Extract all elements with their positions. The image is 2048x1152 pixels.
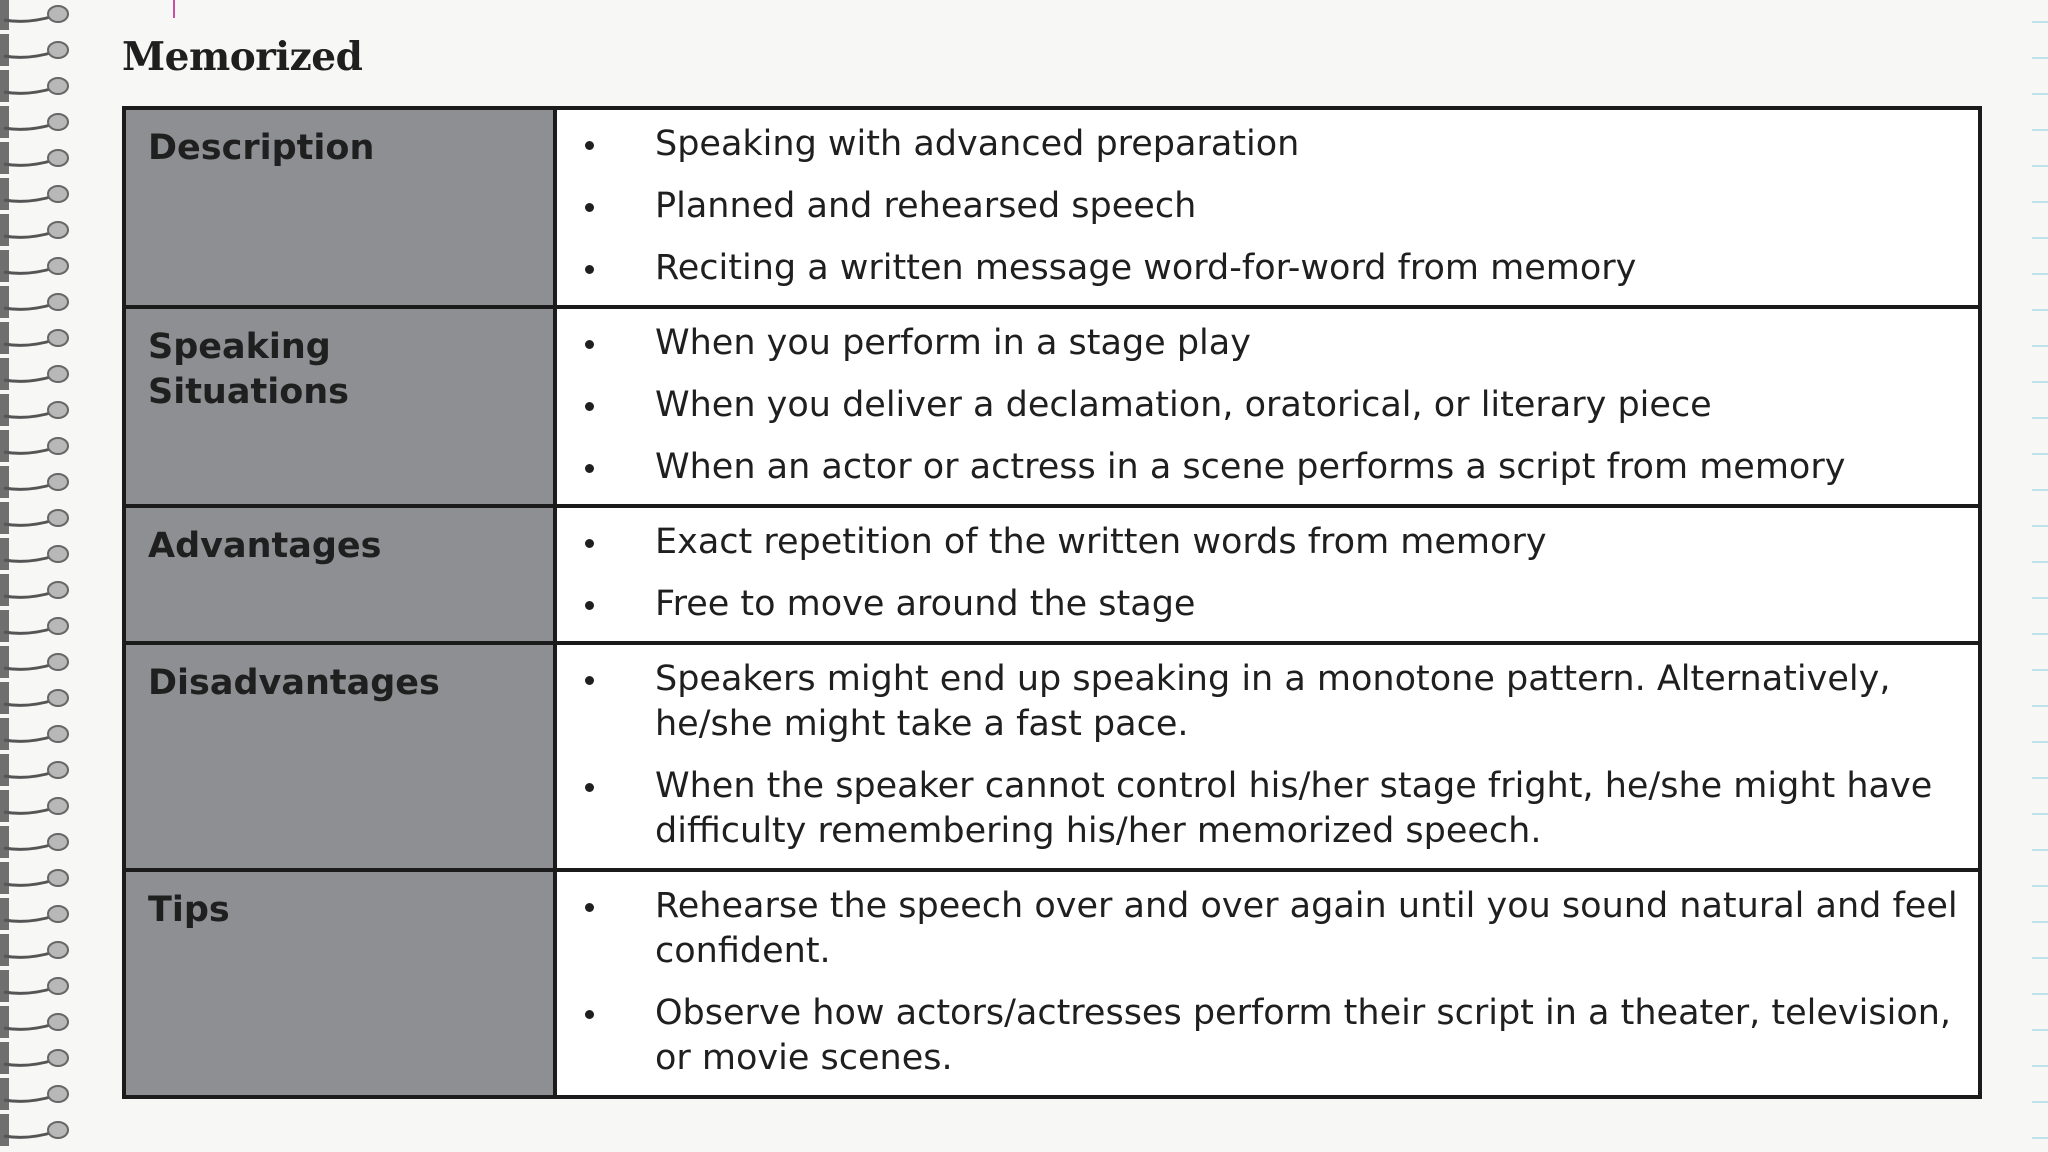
spiral-ring-icon [0, 106, 80, 140]
spiral-ring-icon [0, 646, 80, 680]
list-item [577, 520, 1958, 565]
bullet-list [577, 884, 1958, 1081]
list-item-text: Exact repetition of the written words from memory [655, 522, 1547, 562]
spiral-ring-icon [0, 466, 80, 500]
row-heading: Description [124, 108, 555, 307]
row-heading: Advantages [124, 506, 555, 643]
spiral-ring-icon [0, 898, 80, 932]
bullet-list [577, 321, 1958, 490]
bullet-list [577, 122, 1958, 291]
spiral-ring-icon [0, 1114, 80, 1148]
spiral-ring-icon [0, 322, 80, 356]
margin-line [173, 0, 175, 18]
spiral-ring-icon [0, 358, 80, 392]
spiral-ring-icon [0, 502, 80, 536]
page-title: Memorized [122, 34, 363, 80]
list-item [577, 764, 1958, 854]
list-item [577, 122, 1958, 167]
spiral-ring-icon [0, 0, 80, 32]
spiral-ring-icon [0, 286, 80, 320]
spiral-ring-icon [0, 1006, 80, 1040]
list-item [577, 582, 1958, 627]
spiral-ring-icon [0, 70, 80, 104]
row-content [555, 870, 1980, 1097]
spiral-ring-icon [0, 142, 80, 176]
spiral-ring-icon [0, 754, 80, 788]
list-item [577, 991, 1958, 1081]
spiral-ring-icon [0, 214, 80, 248]
row-content [555, 307, 1980, 506]
bullet-icon [585, 265, 594, 274]
row-heading: Disadvantages [124, 643, 555, 870]
list-item-text: Planned and rehearsed speech [655, 186, 1197, 226]
table-row [124, 307, 1980, 506]
spiral-ring-icon [0, 934, 80, 968]
list-item [577, 321, 1958, 366]
bullet-icon [585, 1010, 594, 1019]
table-row [124, 870, 1980, 1097]
spiral-ring-icon [0, 970, 80, 1004]
spiral-ring-icon [0, 250, 80, 284]
list-item [577, 445, 1958, 490]
spiral-ring-icon [0, 1078, 80, 1112]
bullet-icon [585, 539, 594, 548]
spiral-ring-icon [0, 610, 80, 644]
bullet-icon [585, 141, 594, 150]
spiral-ring-icon [0, 178, 80, 212]
list-item-text: Reciting a written message word-for-word from memory [655, 248, 1637, 288]
list-item-text: Speaking with advanced preparation [655, 124, 1300, 164]
row-content [555, 506, 1980, 643]
table-row [124, 643, 1980, 870]
list-item [577, 884, 1958, 974]
list-item [577, 383, 1958, 428]
bullet-icon [585, 464, 594, 473]
spiral-ring-icon [0, 718, 80, 752]
list-item [577, 657, 1958, 747]
notebook-line-marks [2024, 0, 2048, 1152]
list-item-text: Speakers might end up speaking in a monotone pattern. Alternatively, he/she might take a fast pace. [655, 659, 1891, 744]
spiral-binding-icon [0, 0, 80, 1152]
list-item [577, 246, 1958, 291]
list-item-text: When you deliver a declamation, oratorical, or literary piece [655, 385, 1712, 425]
bullet-icon [585, 340, 594, 349]
row-content [555, 643, 1980, 870]
bullet-list [577, 657, 1958, 854]
spiral-ring-icon [0, 790, 80, 824]
spiral-ring-icon [0, 574, 80, 608]
table-row [124, 506, 1980, 643]
row-heading: Tips [124, 870, 555, 1097]
bullet-icon [585, 783, 594, 792]
bullet-icon [585, 402, 594, 411]
spiral-ring-icon [0, 538, 80, 572]
list-item-text: Observe how actors/actresses perform their script in a theater, television, or movie scenes. [655, 993, 1952, 1078]
list-item-text: Rehearse the speech over and over again until you sound natural and feel confident. [655, 886, 1958, 971]
list-item-text: When an actor or actress in a scene performs a script from memory [655, 447, 1846, 487]
list-item-text: When you perform in a stage play [655, 323, 1251, 363]
row-heading: Speaking Situations [124, 307, 555, 506]
list-item-text: When the speaker cannot control his/her stage fright, he/she might have difficulty remembering his/her memorized speech. [655, 766, 1933, 851]
spiral-ring-icon [0, 826, 80, 860]
spiral-ring-icon [0, 862, 80, 896]
table-row [124, 108, 1980, 307]
bullet-icon [585, 676, 594, 685]
row-content [555, 108, 1980, 307]
spiral-ring-icon [0, 682, 80, 716]
spiral-ring-icon [0, 430, 80, 464]
list-item [577, 184, 1958, 229]
spiral-ring-icon [0, 1042, 80, 1076]
bullet-icon [585, 203, 594, 212]
bullet-icon [585, 601, 594, 610]
bullet-icon [585, 903, 594, 912]
spiral-ring-icon [0, 394, 80, 428]
bullet-list [577, 520, 1958, 627]
info-table [122, 106, 1982, 1099]
list-item-text: Free to move around the stage [655, 584, 1196, 624]
spiral-ring-icon [0, 34, 80, 68]
